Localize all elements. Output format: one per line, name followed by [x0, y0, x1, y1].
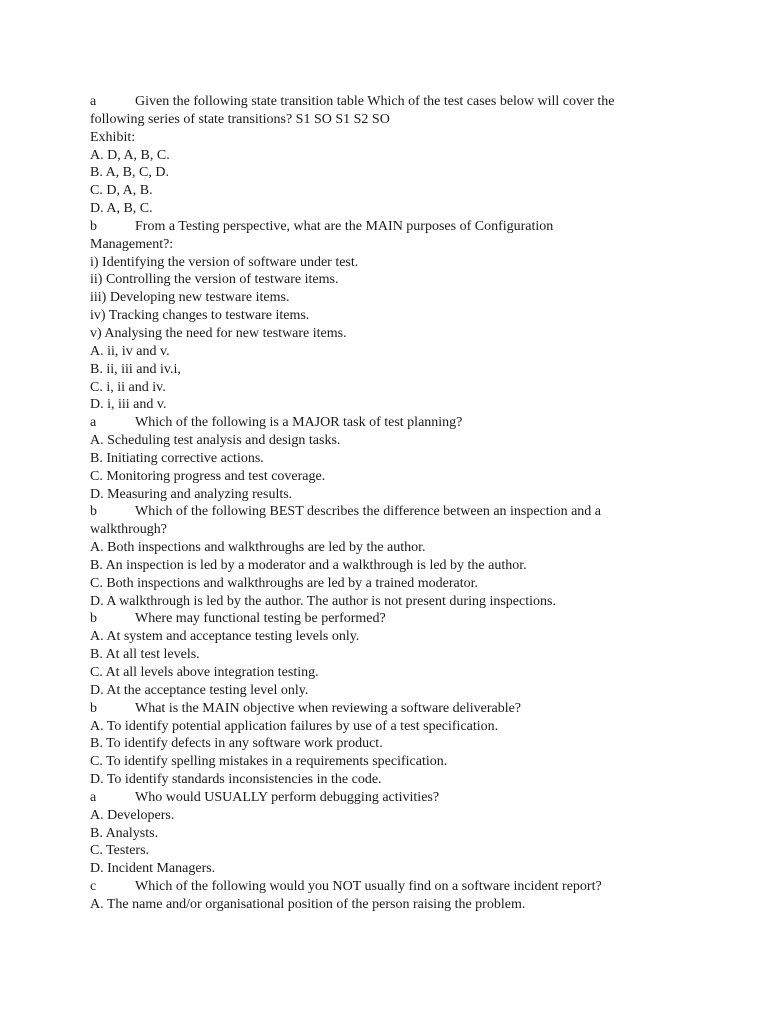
question-text: Which of the following BEST describes the difference between an inspection and a [135, 504, 601, 520]
question-text: Which of the following is a MAJOR task of test planning? [135, 415, 463, 431]
question-line [90, 789, 690, 807]
answer-option: A. Developers. [90, 807, 175, 823]
answer-option: B. An inspection is led by a moderator and a walkthrough is led by the author. [90, 557, 527, 573]
answer-option: B. ii, iii and iv.i, [90, 361, 181, 377]
answer-option: A. ii, iv and v. [90, 343, 170, 359]
answer-option: D. At the acceptance testing level only. [90, 682, 309, 698]
answer-option: C. To identify spelling mistakes in a requirements specification. [90, 754, 448, 770]
answer-option: C. Monitoring progress and test coverage. [90, 468, 326, 484]
question-block [90, 789, 690, 878]
question-text: Given the following state transition table Which of the test cases below will cover the [135, 94, 615, 109]
question-block [90, 414, 690, 503]
answer-option: C. i, ii and iv. [90, 379, 166, 395]
answer-key: a [90, 415, 97, 431]
question-continuation [90, 236, 690, 254]
question-text: Which of the following would you NOT usually find on a software incident report? [135, 879, 602, 895]
answer-key: a [90, 94, 97, 109]
question-detail: v) Analysing the need for new testware items. [90, 325, 347, 341]
answer-option: C. Testers. [90, 843, 150, 859]
question-detail: Exhibit: [90, 129, 136, 145]
answer-key: b [90, 611, 97, 627]
answer-option: D. i, iii and v. [90, 397, 167, 413]
answer-option: A. At system and acceptance testing levels only. [90, 629, 360, 645]
answer-option: D. A, B, C. [90, 201, 153, 217]
answer-option: C. Both inspections and walkthroughs are led by a trained moderator. [90, 575, 479, 591]
answer-option: D. To identify standards inconsistencies in the code. [90, 772, 382, 788]
answer-option: D. A walkthrough is led by the author. The author is not present during inspections. [90, 593, 556, 609]
answer-option: C. At all levels above integration testing. [90, 665, 319, 680]
answer-option: A. To identify potential application failures by use of a test specification. [90, 718, 499, 734]
question-detail: iii) Developing new testware items. [90, 290, 290, 306]
answer-option: B. Analysts. [90, 825, 159, 841]
answer-option: B. To identify defects in any software work product. [90, 736, 383, 752]
answer-option: B. Initiating corrective actions. [90, 450, 264, 466]
question-detail: ii) Controlling the version of testware items. [90, 272, 339, 288]
question-block [90, 503, 690, 610]
question-text: following series of state transitions? S1 SO S1 S2 SO [90, 111, 390, 127]
answer-option: D. Measuring and analyzing results. [90, 486, 293, 502]
question-text: walkthrough? [90, 522, 167, 538]
question-continuation [90, 111, 690, 129]
question-block [90, 700, 690, 789]
question-line [90, 700, 690, 718]
question-line [90, 878, 690, 896]
answer-option: A. Scheduling test analysis and design tasks. [90, 433, 341, 449]
answer-option: A. The name and/or organisational position of the person raising the problem. [90, 896, 526, 912]
question-continuation [90, 521, 690, 539]
question-text: Where may functional testing be performed? [135, 611, 386, 627]
question-block [90, 610, 690, 699]
question-text: From a Testing perspective, what are the MAIN purposes of Configuration [135, 218, 554, 234]
question-detail: iv) Tracking changes to testware items. [90, 308, 310, 324]
question-block [90, 878, 690, 914]
answer-option: C. D, A, B. [90, 183, 153, 199]
answer-key: b [90, 700, 97, 716]
question-line [90, 414, 690, 432]
answer-option: B. A, B, C, D. [90, 165, 169, 181]
answer-option: B. At all test levels. [90, 647, 200, 663]
question-line [90, 218, 690, 236]
answer-key: b [90, 218, 97, 234]
answer-option: D. Incident Managers. [90, 861, 216, 877]
document-page [90, 93, 690, 914]
answer-option: A. Both inspections and walkthroughs are led by the author. [90, 540, 426, 556]
question-block [90, 93, 690, 218]
question-text: Who would USUALLY perform debugging activities? [135, 789, 440, 805]
question-line [90, 503, 690, 521]
question-line [90, 610, 690, 628]
question-line [90, 93, 690, 111]
answer-key: c [90, 879, 97, 895]
answer-option: A. D, A, B, C. [90, 147, 170, 163]
question-text: What is the MAIN objective when reviewing a software deliverable? [135, 700, 522, 716]
answer-key: b [90, 504, 97, 520]
question-block [90, 218, 690, 414]
question-detail: i) Identifying the version of software under test. [90, 254, 359, 270]
answer-key: a [90, 789, 97, 805]
question-text: Management?: [90, 236, 174, 252]
